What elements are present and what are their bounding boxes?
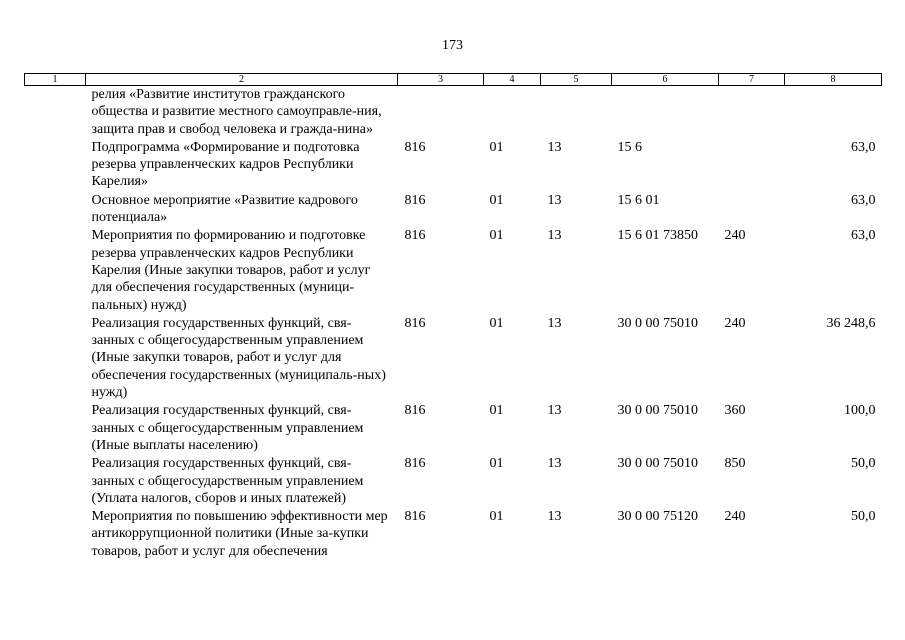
cell-col-7 bbox=[719, 139, 785, 192]
cell-col-3: 816 bbox=[404, 315, 426, 331]
page-number: 173 bbox=[442, 38, 463, 53]
cell-amount: 63,0 bbox=[851, 139, 876, 155]
cell-col-7: 240 bbox=[724, 509, 746, 525]
cell-col-1 bbox=[25, 508, 86, 561]
cell-col-6: 15 6 01 73850 bbox=[617, 228, 698, 244]
cell-col-4: 01 bbox=[489, 456, 504, 472]
header-col-1: 1 bbox=[25, 74, 86, 86]
table-row bbox=[25, 508, 882, 561]
cell-col-6: 30 0 00 75010 bbox=[617, 456, 698, 472]
cell-amount: 63,0 bbox=[851, 228, 876, 244]
cell-col-1 bbox=[25, 86, 86, 139]
cell-col-6: 30 0 00 75120 bbox=[617, 509, 698, 525]
table-row bbox=[25, 139, 882, 192]
budget-table bbox=[24, 73, 882, 561]
cell-amount: 50,0 bbox=[851, 456, 876, 472]
cell-amount: 50,0 bbox=[851, 509, 876, 525]
cell-col-3: 816 bbox=[404, 192, 426, 208]
header-col-8: 8 bbox=[785, 74, 882, 86]
cell-col-4: 01 bbox=[489, 509, 504, 525]
cell-item-name: Мероприятия по повышению эффективности мер антикоррупционной политики (Иные за-купки товаров, работ и услуг для обеспечения bbox=[91, 509, 388, 559]
cell-col-6: 15 6 bbox=[617, 139, 642, 155]
cell-col-3: 816 bbox=[404, 228, 426, 244]
cell-col-7: 850 bbox=[724, 456, 746, 472]
cell-col-1 bbox=[25, 192, 86, 228]
cell-col-3: 816 bbox=[404, 509, 426, 525]
table-row bbox=[25, 227, 882, 314]
table-row bbox=[25, 455, 882, 508]
header-row bbox=[25, 74, 882, 86]
table-row bbox=[25, 86, 882, 139]
cell-col-5: 13 bbox=[547, 315, 562, 331]
cell-amount bbox=[785, 86, 882, 139]
cell-col-7: 360 bbox=[724, 403, 746, 419]
cell-col-1 bbox=[25, 455, 86, 508]
cell-col-7: 240 bbox=[724, 315, 746, 331]
cell-item-name: релия «Развитие институтов гражданского общества и развитие местного самоуправле-ния, защита прав и свобод человека и гражда-нина» bbox=[91, 87, 382, 137]
cell-col-6 bbox=[612, 86, 719, 139]
cell-col-7 bbox=[719, 86, 785, 139]
cell-col-3: 816 bbox=[404, 456, 426, 472]
header-col-3: 3 bbox=[398, 74, 484, 86]
cell-item-name: Мероприятия по формированию и подготовке резерва управленческих кадров Республики Карелия (Иные закупки товаров, работ и услуг для обеспечения государственных (муници-пальных) нужд) bbox=[91, 228, 371, 313]
cell-item-name: Подпрограмма «Формирование и подготовка резерва управленческих кадров Республики Карелия» bbox=[91, 139, 360, 190]
cell-col-4: 01 bbox=[489, 192, 504, 208]
cell-amount: 36 248,6 bbox=[826, 315, 876, 331]
cell-item-name: Основное мероприятие «Развитие кадрового потенциала» bbox=[91, 192, 358, 226]
cell-col-4: 01 bbox=[489, 139, 504, 155]
table-row bbox=[25, 402, 882, 455]
cell-col-6: 15 6 01 bbox=[617, 192, 660, 208]
cell-col-6: 30 0 00 75010 bbox=[617, 315, 698, 331]
header-col-2: 2 bbox=[86, 74, 398, 86]
cell-col-1 bbox=[25, 315, 86, 402]
cell-col-5: 13 bbox=[547, 192, 562, 208]
cell-col-3: 816 bbox=[404, 403, 426, 419]
table-row bbox=[25, 192, 882, 228]
cell-col-5: 13 bbox=[547, 139, 562, 155]
cell-col-4: 01 bbox=[489, 228, 504, 244]
cell-col-4: 01 bbox=[489, 403, 504, 419]
cell-col-5: 13 bbox=[547, 403, 562, 419]
cell-amount: 100,0 bbox=[844, 403, 876, 419]
cell-col-1 bbox=[25, 139, 86, 192]
cell-col-5: 13 bbox=[547, 228, 562, 244]
cell-col-7: 240 bbox=[724, 228, 746, 244]
cell-col-5: 13 bbox=[547, 509, 562, 525]
header-col-5: 5 bbox=[541, 74, 612, 86]
cell-col-4 bbox=[484, 86, 541, 139]
cell-item-name: Реализация государственных функций, свя-занных с общегосударственным управлением (Иные закупки товаров, работ и услуг для обеспечения государственных (муниципаль-ных) нужд) bbox=[91, 315, 386, 401]
cell-item-name: Реализация государственных функций, свя-занных с общегосударственным управлением (Иные выплаты населению) bbox=[91, 403, 364, 453]
cell-col-1 bbox=[25, 402, 86, 455]
cell-col-5 bbox=[541, 86, 612, 139]
cell-item-name: Реализация государственных функций, свя-занных с общегосударственным управлением (Уплата налогов, сборов и иных платежей) bbox=[91, 456, 364, 506]
cell-col-3 bbox=[398, 86, 484, 139]
cell-col-7 bbox=[719, 192, 785, 228]
table-row bbox=[25, 315, 882, 402]
cell-col-1 bbox=[25, 227, 86, 314]
header-col-7: 7 bbox=[719, 74, 785, 86]
cell-col-5: 13 bbox=[547, 456, 562, 472]
cell-col-4: 01 bbox=[489, 315, 504, 331]
header-col-4: 4 bbox=[484, 74, 541, 86]
table-header bbox=[25, 74, 882, 86]
cell-col-6: 30 0 00 75010 bbox=[617, 403, 698, 419]
header-col-6: 6 bbox=[612, 74, 719, 86]
cell-col-3: 816 bbox=[404, 139, 426, 155]
table-body bbox=[25, 86, 882, 562]
cell-amount: 63,0 bbox=[851, 192, 876, 208]
